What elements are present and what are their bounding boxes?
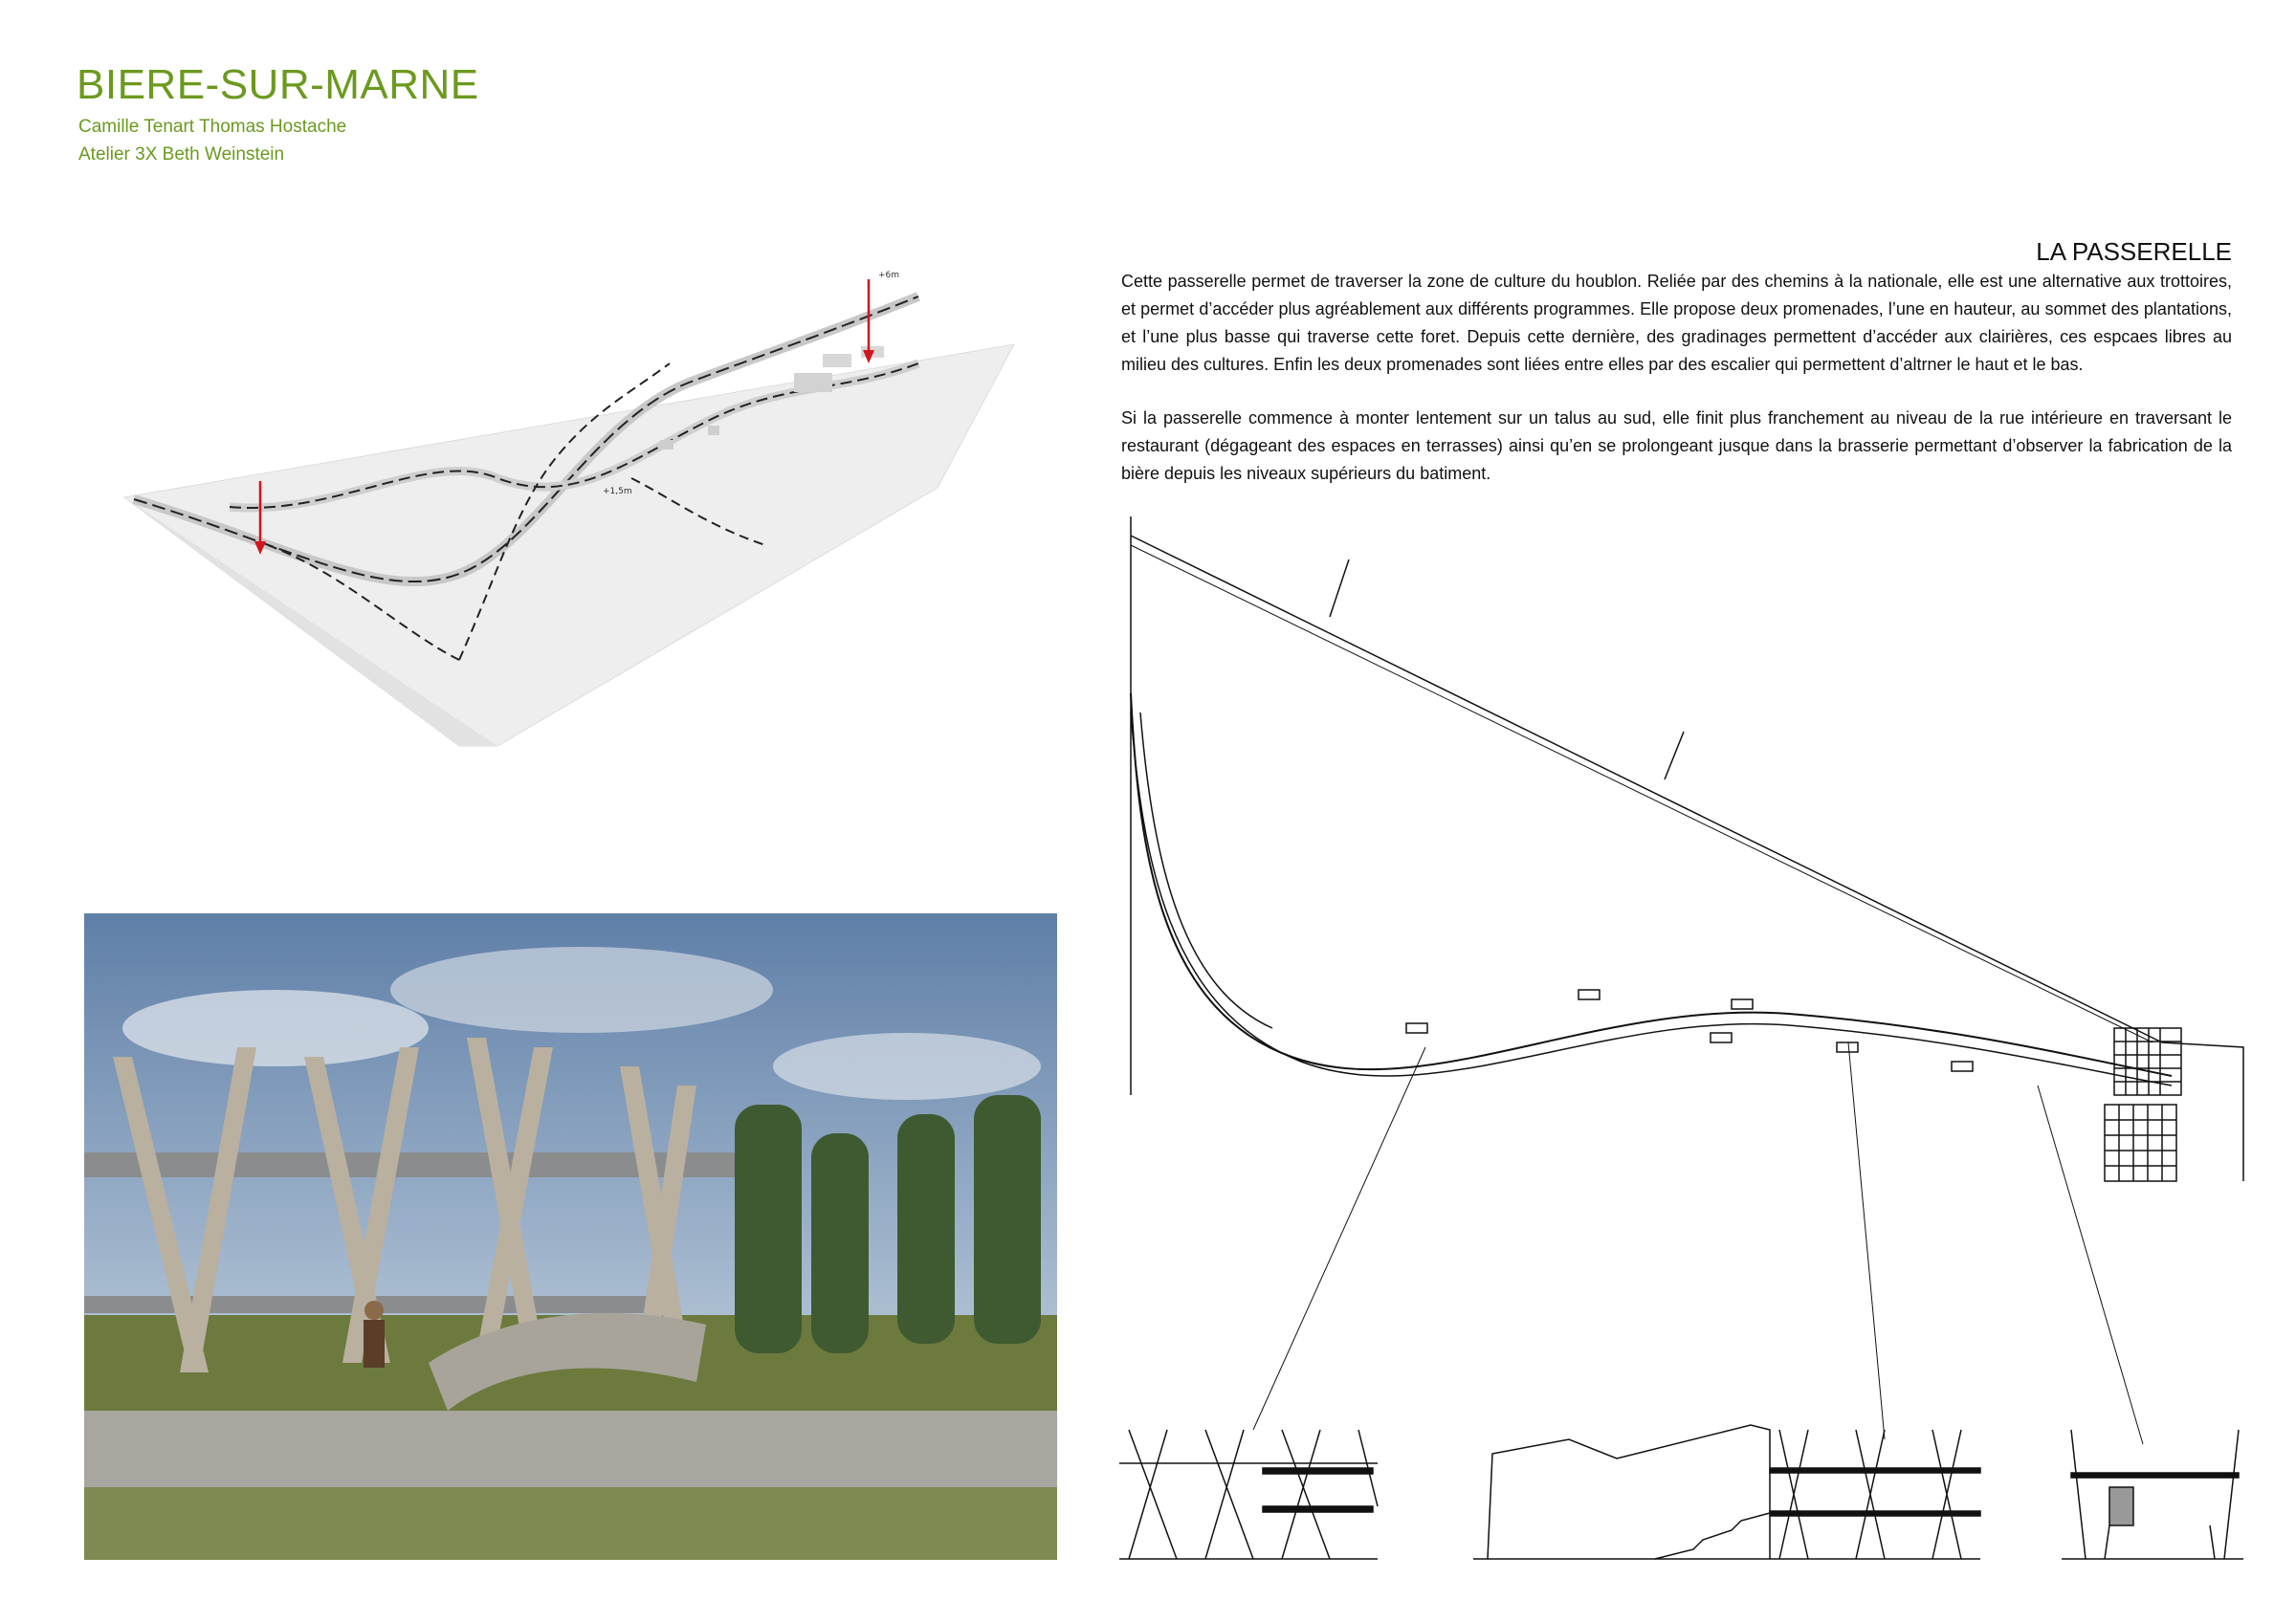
authors-line: Camille Tenart Thomas Hostache — [78, 117, 347, 137]
section-drawing-right — [2062, 1430, 2243, 1559]
studio-line: Atelier 3X Beth Weinstein — [78, 144, 285, 164]
section-heading: LA PASSERELLE — [2036, 237, 2232, 266]
page-title: BIERE-SUR-MARNE — [77, 61, 479, 108]
paragraph-intro: Cette passerelle permet de traverser la zone de culture du houblon. Reliée par des chemins à la nationale, elle est une alternative aux trottoires, et permet d’accéder plus agréablement aux différents programmes. Elle propose deux promenades, l’une en hauteur, au sommet des plantations, et l’une plus basse qui traverse cette foret. Depuis cette dernière, des gradinages permettent d’accéder aux clairières, ces espcaes libres au milieu des cultures. Enfin les deux promenades sont liées entre elles par des escalier qui permettent d’altrner le haut et le bas. — [1121, 272, 2232, 374]
axonometric-diagram — [96, 258, 1052, 775]
height-label-high: +6m — [878, 271, 900, 280]
plan-grid-block-lower — [2105, 1105, 2176, 1181]
site-plan-and-sections — [1119, 512, 2248, 1573]
plan-passerelle-curve — [1131, 693, 2172, 1076]
plan-site-outline — [1131, 516, 2243, 1181]
section-drawing-middle — [1473, 1425, 1980, 1559]
perspective-rendering — [84, 913, 1057, 1560]
paragraph-detail: Si la passerelle commence à monter lentement sur un talus au sud, elle finit plus franchement au niveau de la rue intérieure en traversant le restaurant (dégageant des espaces en terrasses) ainsi qu’en se prolongeant jusque dans la brasserie permettant d’observer la fabrication de la bière depuis les niveaux supérieurs du batiment. — [1121, 408, 2232, 483]
rendering-image — [84, 913, 1057, 1560]
height-label-low: +1,5m — [603, 487, 632, 496]
section-drawing-left — [1119, 1430, 1378, 1559]
